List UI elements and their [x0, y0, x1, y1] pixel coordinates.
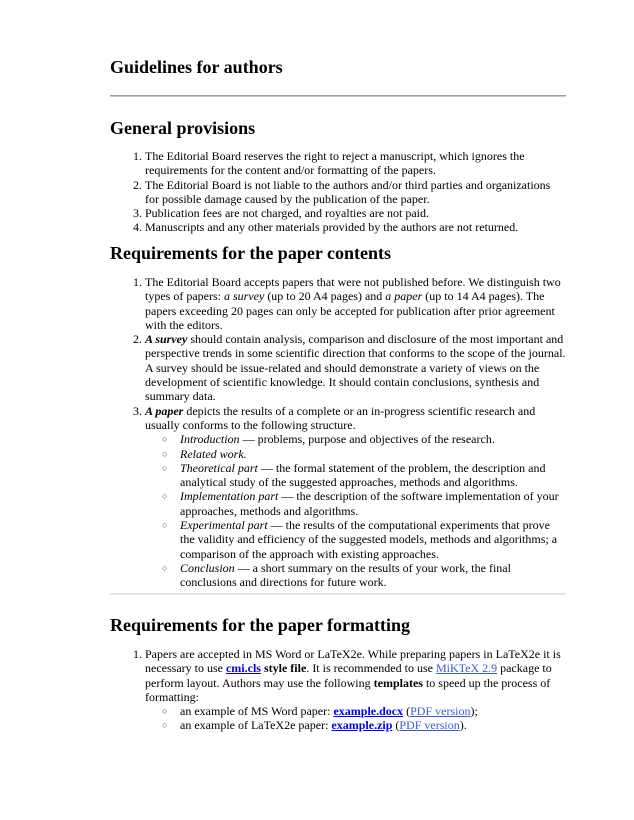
- structure-item-theoretical-part: [162, 460, 566, 490]
- horizontal-rule: [110, 95, 566, 97]
- circle-bullet-icon: ○: [162, 706, 168, 717]
- text: ).: [459, 718, 467, 733]
- description: — problems, purpose and objectives of the research.: [239, 432, 495, 447]
- style-file-label: style file: [260, 661, 307, 676]
- cmi-cls-link[interactable]: cmi.cls: [225, 661, 261, 676]
- template-item-latex: [162, 718, 566, 733]
- text: should contain analysis, comparison and disclosure of the most important and perspective trends in some scientific direction that conforms to the scope of the journal. A survey should be issue-related and should demonstrate a variety of views on the development of scientific knowledge. It should contain conclusions, synthesis and summary data.: [145, 332, 566, 404]
- general-provisions-list: [110, 149, 566, 235]
- text: package to perform layout. Authors may use the following: [145, 661, 552, 690]
- paper-term: a paper: [385, 289, 423, 304]
- circle-bullet-icon: ○: [162, 562, 168, 573]
- term: Implementation part: [180, 489, 279, 504]
- paper-structure-list: [145, 432, 566, 589]
- term: Experimental part: [180, 518, 268, 533]
- circle-bullet-icon: ○: [162, 434, 168, 445]
- section-heading-paper-contents: Requirements for the paper contents: [110, 243, 391, 263]
- circle-bullet-icon: ○: [162, 491, 168, 502]
- text: to speed up the process of formatting:: [145, 675, 551, 704]
- text: (up to 14 A4 pages). The papers exceeding 20 pages can only be accepted for publication after prior agreement with the editors.: [145, 289, 555, 332]
- survey-term: a survey: [223, 289, 265, 304]
- paper-contents-list: [110, 275, 566, 590]
- circle-bullet-icon: ○: [162, 720, 168, 731]
- text: (: [392, 718, 400, 733]
- zip-pdf-version-link[interactable]: PDF version: [399, 718, 460, 733]
- text: an example of MS Word paper:: [180, 704, 334, 719]
- list-item: [145, 404, 566, 590]
- section-heading-general-provisions: General provisions: [110, 118, 256, 138]
- survey-lead: A survey: [145, 332, 188, 347]
- text: . It is recommended to use: [306, 661, 436, 676]
- list-item: [145, 647, 566, 733]
- docx-pdf-version-link[interactable]: PDF version: [410, 704, 471, 719]
- list-item: 2. The Editorial Board is not liable to the authors and/or third parties and organizations for possible damage caused by the publication of the paper.: [145, 178, 566, 207]
- template-item-word: [162, 704, 566, 719]
- structure-item-related-work: [162, 446, 566, 461]
- list-item: [145, 275, 566, 332]
- term: Conclusion: [180, 560, 235, 575]
- example-zip-link[interactable]: example.zip: [331, 718, 393, 733]
- structure-item-conclusion: [162, 560, 566, 590]
- text: an example of LaTeX2e paper:: [180, 718, 332, 733]
- list-item: 4. Manuscripts and any other materials provided by the authors are not returned.: [145, 220, 566, 234]
- miktex-link[interactable]: MiKTeX 2.9: [435, 661, 498, 676]
- description: — the results of the computational experiments that prove the validity and efficiency of the suggested models, methods and algorithms; a comparison of the approach with existing approaches.: [180, 518, 558, 561]
- text: (: [403, 704, 411, 719]
- circle-bullet-icon: ○: [162, 448, 168, 459]
- term: Introduction: [180, 432, 240, 447]
- description: — the description of the software implementation of your approaches, methods and algorithms.: [180, 489, 559, 518]
- paper-lead: A paper: [145, 403, 184, 418]
- text: depicts the results of a complete or an in-progress scientific research and usually conforms to the following structure.: [145, 403, 536, 432]
- templates-label: templates: [373, 675, 423, 690]
- text: (up to 20 A4 pages) and: [264, 289, 386, 304]
- circle-bullet-icon: ○: [162, 520, 168, 531]
- list-item: 3. Publication fees are not charged, and royalties are not paid.: [145, 206, 566, 220]
- circle-bullet-icon: ○: [162, 462, 168, 473]
- structure-item-implementation-part: [162, 489, 566, 518]
- horizontal-rule: [110, 593, 566, 595]
- structure-item-introduction: [162, 432, 566, 447]
- text: Papers are accepted in MS Word or LaTeX2e. While preparing papers in LaTeX2e it is necessary to use: [145, 647, 561, 676]
- structure-item-experimental-part: [162, 518, 566, 561]
- text: The Editorial Board accepts papers that were not published before. We distinguish two types of papers:: [145, 275, 561, 304]
- term: Related work: [180, 446, 244, 461]
- list-item: [145, 332, 566, 403]
- description: — the formal statement of the problem, the description and analytical study of the suggested approaches, methods and algorithms.: [180, 460, 546, 490]
- paper-formatting-list: [110, 647, 566, 733]
- templates-list: [145, 704, 566, 733]
- text: );: [470, 704, 478, 719]
- description: .: [243, 446, 247, 461]
- list-item: 1. The Editorial Board reserves the right to reject a manuscript, which ignores the requirements for the content and/or formatting of the papers.: [145, 149, 566, 178]
- example-docx-link[interactable]: example.docx: [333, 704, 404, 719]
- page-title: Guidelines for authors: [110, 57, 283, 77]
- term: Theoretical part: [180, 460, 258, 475]
- description: — a short summary on the results of your work, the final conclusions and directions for future work.: [180, 560, 511, 590]
- section-heading-paper-formatting: Requirements for the paper formatting: [110, 615, 410, 635]
